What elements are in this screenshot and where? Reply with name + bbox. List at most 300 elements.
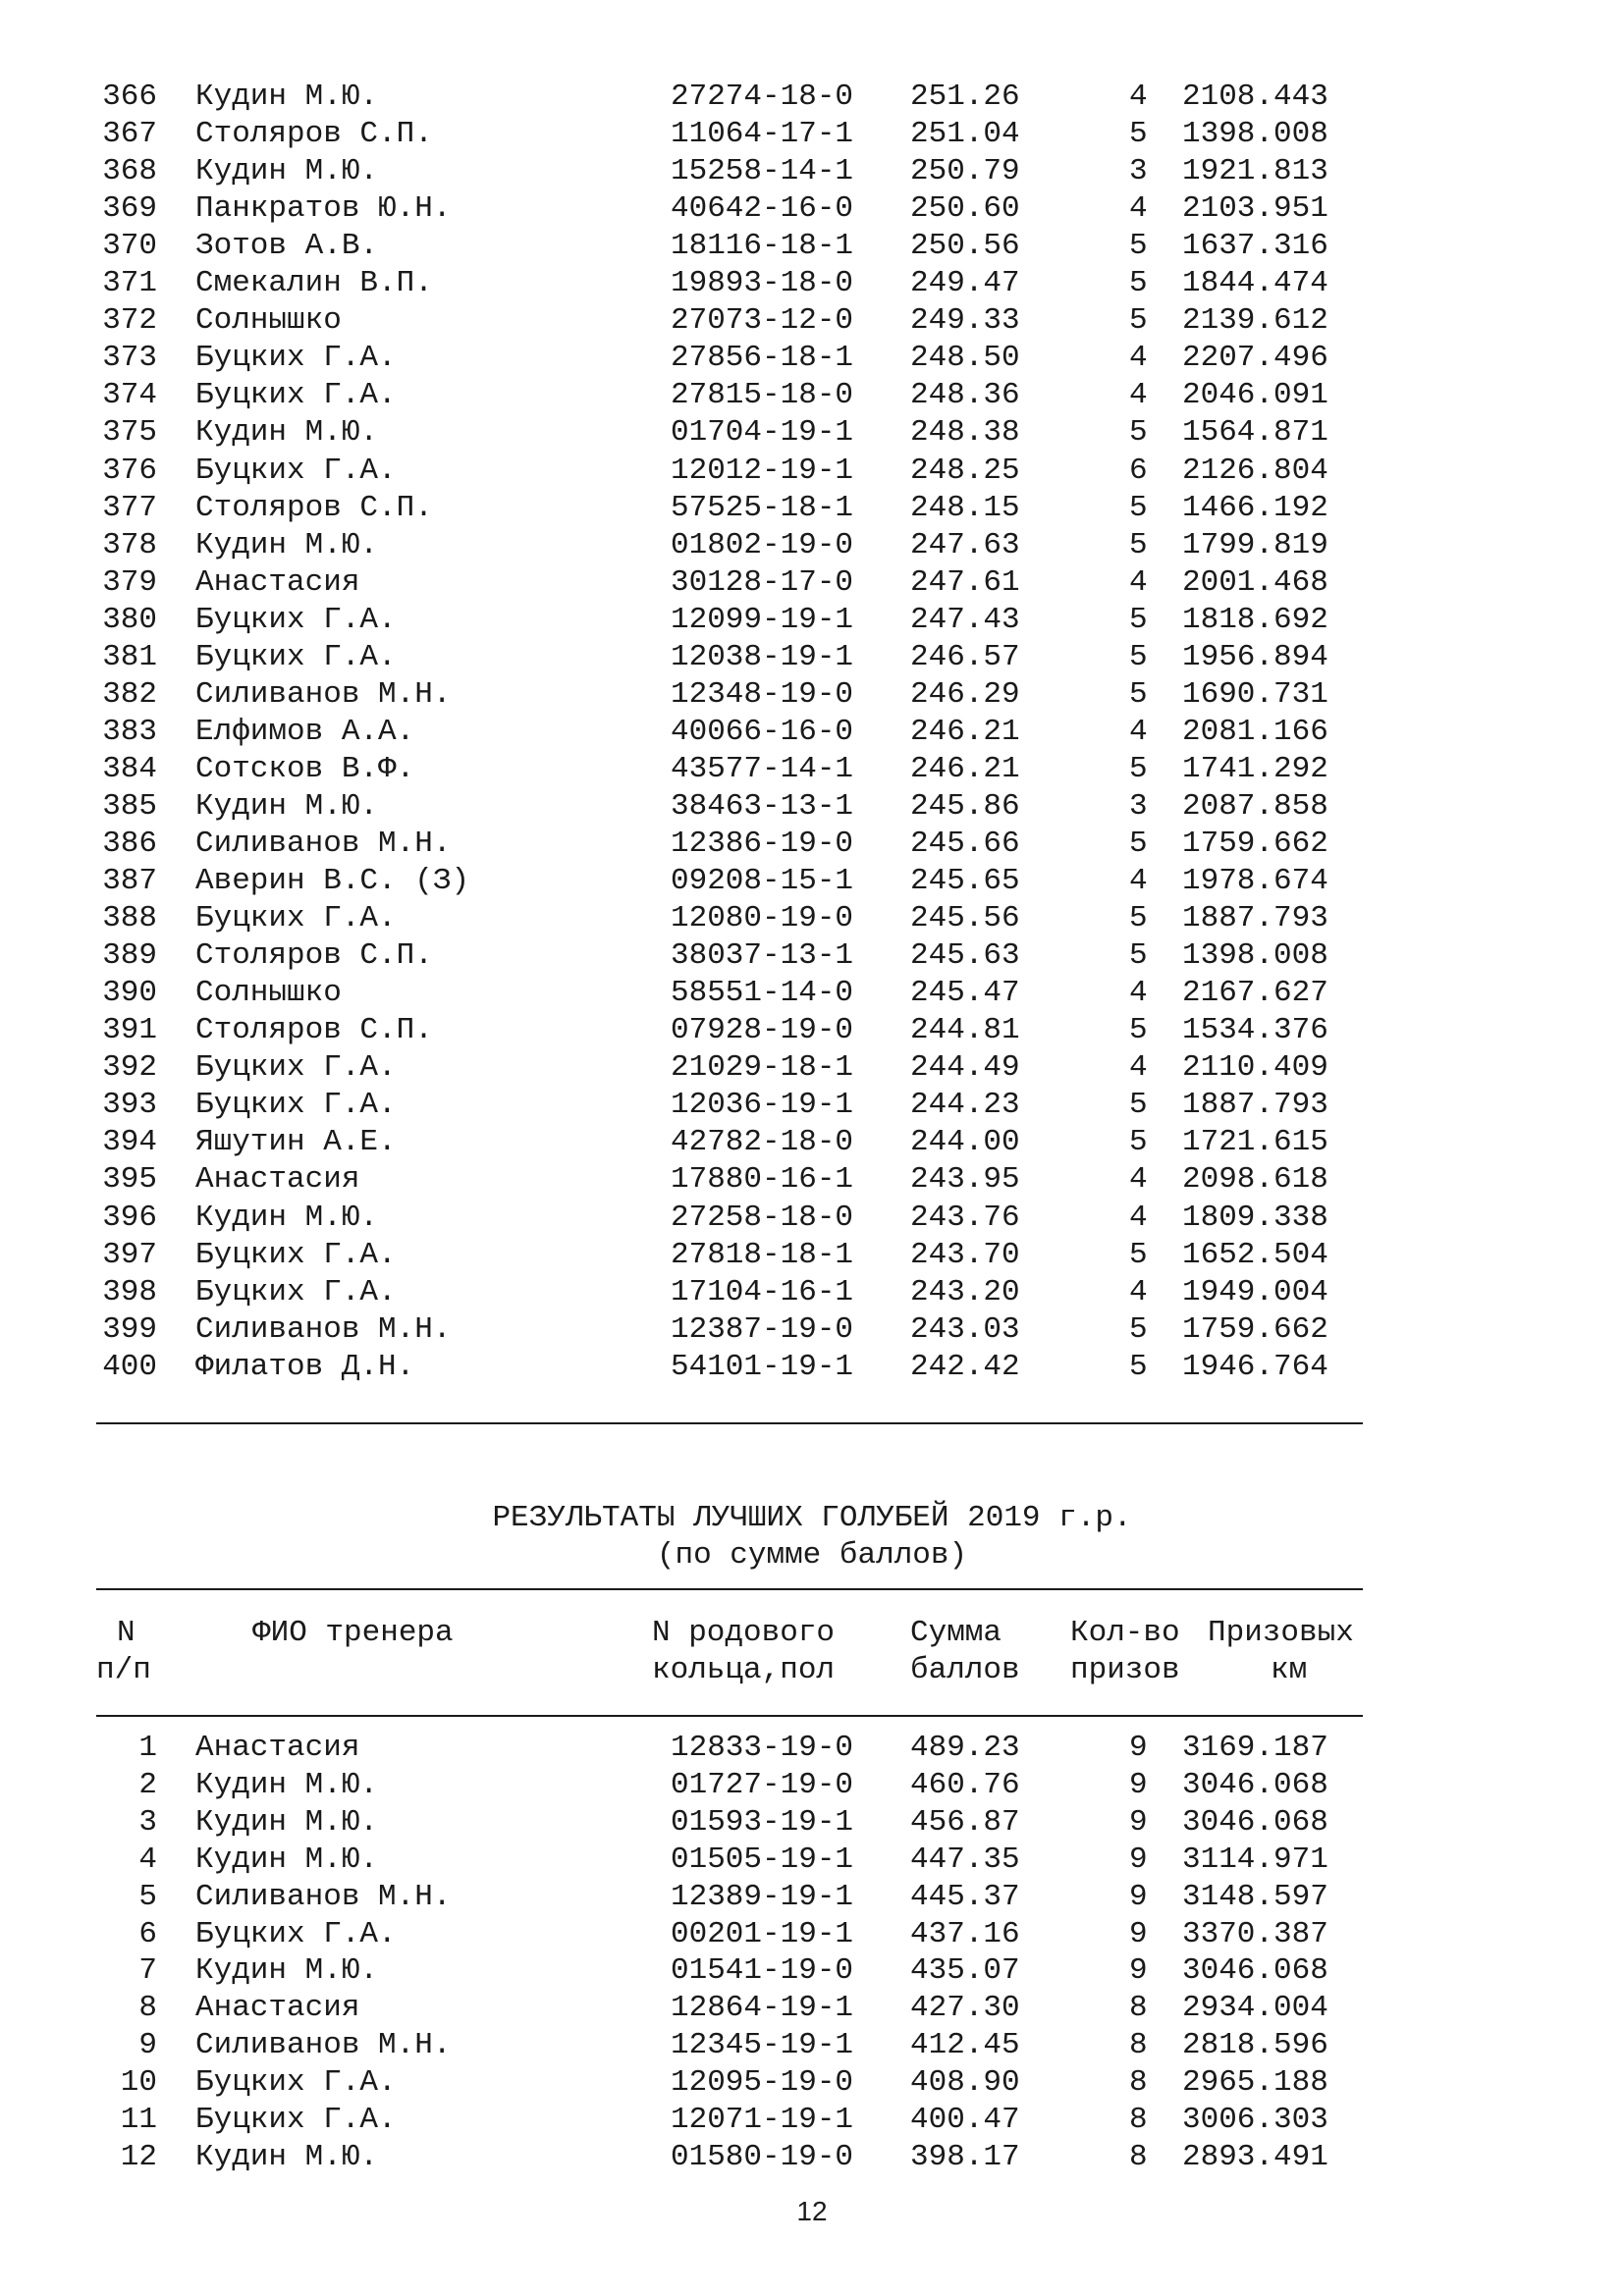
ring-number: 01704-19-1 <box>671 415 854 451</box>
prize-km: 1534.376 <box>1182 1013 1328 1048</box>
ring-number: 12348-19-0 <box>671 676 854 712</box>
trainer-name: Кудин М.Ю. <box>195 788 379 824</box>
row-number: 396 <box>102 1200 157 1235</box>
row-number: 380 <box>102 602 157 637</box>
ring-number: 58551-14-0 <box>671 976 854 1011</box>
trainer-name: Кудин М.Ю. <box>195 2139 379 2174</box>
ring-number: 01802-19-0 <box>671 527 854 562</box>
score: 245.65 <box>910 864 1020 899</box>
row-number: 378 <box>102 527 157 562</box>
ring-number: 12833-19-0 <box>671 1731 854 1765</box>
trainer-name: Буцких Г.А. <box>195 602 397 637</box>
prize-km: 3114.971 <box>1182 1842 1328 1877</box>
ring-number: 40642-16-0 <box>671 191 854 227</box>
prize-km: 1690.731 <box>1182 676 1328 712</box>
table-row <box>0 116 1624 153</box>
score: 408.90 <box>910 2065 1020 2101</box>
trainer-name: Анастасия <box>195 564 360 600</box>
trainer-name: Буцких Г.А. <box>195 378 397 413</box>
prize-km: 2110.409 <box>1182 1050 1328 1086</box>
prize-count: 4 <box>1129 341 1148 376</box>
score: 243.20 <box>910 1274 1020 1309</box>
table-row <box>0 1842 1624 1879</box>
row-number: 5 <box>138 1879 157 1914</box>
ring-number: 17880-16-1 <box>671 1162 854 1198</box>
table-row <box>0 639 1624 676</box>
score: 250.56 <box>910 229 1020 264</box>
score: 249.33 <box>910 303 1020 339</box>
prize-km: 2207.496 <box>1182 341 1328 376</box>
prize-km: 2167.627 <box>1182 976 1328 1011</box>
prize-count: 9 <box>1129 1879 1148 1914</box>
ring-number: 12012-19-1 <box>671 453 854 488</box>
table-row <box>0 302 1624 340</box>
row-number: 376 <box>102 453 157 488</box>
trainer-name: Панкратов Ю.Н. <box>195 191 452 227</box>
row-number: 394 <box>102 1125 157 1160</box>
table-row <box>0 377 1624 414</box>
ring-number: 00201-19-1 <box>671 1916 854 1951</box>
row-number: 385 <box>102 788 157 824</box>
prize-km: 1466.192 <box>1182 490 1328 525</box>
row-number: 3 <box>138 1804 157 1840</box>
row-number: 384 <box>102 751 157 786</box>
trainer-name: Филатов Д.Н. <box>195 1349 415 1384</box>
table-row <box>0 564 1624 602</box>
row-number: 381 <box>102 639 157 674</box>
prize-count: 5 <box>1129 1311 1148 1347</box>
trainer-name: Елфимов А.А. <box>195 714 415 749</box>
ring-number: 12389-19-1 <box>671 1879 854 1914</box>
row-number: 382 <box>102 676 157 712</box>
score: 245.56 <box>910 901 1020 936</box>
ring-number: 09208-15-1 <box>671 864 854 899</box>
score: 398.17 <box>910 2139 1020 2174</box>
table-row <box>0 1879 1624 1916</box>
ring-number: 57525-18-1 <box>671 490 854 525</box>
ring-number: 27856-18-1 <box>671 341 854 376</box>
header-score-line1: Сумма <box>910 1616 1002 1650</box>
ring-number: 19893-18-0 <box>671 266 854 301</box>
score: 246.21 <box>910 751 1020 786</box>
prize-count: 5 <box>1129 1013 1148 1048</box>
table-row <box>0 2064 1624 2102</box>
trainer-name: Анастасия <box>195 1991 360 2026</box>
table-row <box>0 1087 1624 1124</box>
score: 247.63 <box>910 527 1020 562</box>
table-row <box>0 1200 1624 1237</box>
header-score-line2: баллов <box>910 1653 1020 1687</box>
prize-count: 5 <box>1129 229 1148 264</box>
prize-count: 4 <box>1129 1200 1148 1235</box>
prize-count: 5 <box>1129 527 1148 562</box>
trainer-name: Столяров С.П. <box>195 1013 433 1048</box>
ring-number: 38463-13-1 <box>671 788 854 824</box>
score: 248.50 <box>910 341 1020 376</box>
table-row <box>0 1311 1624 1349</box>
ring-number: 27274-18-0 <box>671 80 854 114</box>
prize-km: 1921.813 <box>1182 154 1328 189</box>
row-number: 391 <box>102 1013 157 1048</box>
prize-km: 2818.596 <box>1182 2028 1328 2063</box>
table-row <box>0 1767 1624 1804</box>
prize-km: 1949.004 <box>1182 1274 1328 1309</box>
score: 247.43 <box>910 602 1020 637</box>
score: 489.23 <box>910 1731 1020 1765</box>
ring-number: 12345-19-1 <box>671 2028 854 2063</box>
ring-number: 01505-19-1 <box>671 1842 854 1877</box>
table-row <box>0 1952 1624 1990</box>
score: 248.15 <box>910 490 1020 525</box>
prize-count: 5 <box>1129 490 1148 525</box>
row-number: 379 <box>102 564 157 600</box>
prize-count: 9 <box>1129 1842 1148 1877</box>
ring-number: 40066-16-0 <box>671 714 854 749</box>
prize-count: 9 <box>1129 1916 1148 1951</box>
section-subtitle: (по сумме баллов) <box>656 1538 968 1573</box>
row-number: 368 <box>102 154 157 189</box>
prize-km: 2893.491 <box>1182 2139 1328 2174</box>
ring-number: 27258-18-0 <box>671 1200 854 1235</box>
score: 412.45 <box>910 2028 1020 2063</box>
score: 246.21 <box>910 714 1020 749</box>
score: 247.61 <box>910 564 1020 600</box>
row-number: 377 <box>102 490 157 525</box>
prize-count: 9 <box>1129 1804 1148 1840</box>
prize-count: 5 <box>1129 602 1148 637</box>
prize-count: 4 <box>1129 1274 1148 1309</box>
row-number: 11 <box>120 2103 157 2137</box>
trainer-name: Буцких Г.А. <box>195 341 397 376</box>
trainer-name: Буцких Г.А. <box>195 2065 397 2101</box>
prize-km: 2126.804 <box>1182 453 1328 488</box>
prize-km: 1956.894 <box>1182 639 1328 674</box>
table-row <box>0 714 1624 751</box>
row-number: 398 <box>102 1274 157 1309</box>
ring-number: 18116-18-1 <box>671 229 854 264</box>
row-number: 387 <box>102 864 157 899</box>
row-number: 2 <box>138 1767 157 1802</box>
prize-count: 5 <box>1129 938 1148 974</box>
prize-count: 8 <box>1129 2065 1148 2101</box>
prize-count: 5 <box>1129 1349 1148 1384</box>
prize-count: 4 <box>1129 714 1148 749</box>
score: 245.47 <box>910 976 1020 1011</box>
score: 246.29 <box>910 676 1020 712</box>
table-row <box>0 228 1624 265</box>
header-num-line2: п/п <box>96 1653 151 1687</box>
trainer-name: Буцких Г.А. <box>195 1050 397 1086</box>
row-number: 4 <box>138 1842 157 1877</box>
ring-number: 01580-19-0 <box>671 2139 854 2174</box>
row-number: 8 <box>138 1991 157 2026</box>
prize-km: 1809.338 <box>1182 1200 1328 1235</box>
trainer-name: Аверин В.С. (З) <box>195 864 470 899</box>
prize-km: 1844.474 <box>1182 266 1328 301</box>
score: 242.42 <box>910 1349 1020 1384</box>
ring-number: 07928-19-0 <box>671 1013 854 1048</box>
score: 243.95 <box>910 1162 1020 1198</box>
prize-km: 1398.008 <box>1182 117 1328 152</box>
trainer-name: Столяров С.П. <box>195 938 433 974</box>
trainer-name: Зотов А.В. <box>195 229 379 264</box>
row-number: 1 <box>138 1731 157 1765</box>
header-prizes-line2: призов <box>1070 1653 1180 1687</box>
table-row <box>0 79 1624 116</box>
trainer-name: Кудин М.Ю. <box>195 154 379 189</box>
trainer-name: Буцких Г.А. <box>195 639 397 674</box>
row-number: 12 <box>120 2139 157 2174</box>
section-title: РЕЗУЛЬТАТЫ ЛУЧШИХ ГОЛУБЕЙ 2019 г.р. <box>492 1501 1132 1535</box>
table-row <box>0 1274 1624 1311</box>
ring-number: 12864-19-1 <box>671 1991 854 2026</box>
prize-km: 3046.068 <box>1182 1767 1328 1802</box>
table-row <box>0 2102 1624 2139</box>
trainer-name: Силиванов М.Н. <box>195 827 452 861</box>
prize-km: 1652.504 <box>1182 1237 1328 1272</box>
table-row <box>0 1349 1624 1386</box>
trainer-name: Буцких Г.А. <box>195 453 397 488</box>
prize-km: 1818.692 <box>1182 602 1328 637</box>
row-number: 397 <box>102 1237 157 1272</box>
row-number: 389 <box>102 938 157 974</box>
prize-count: 8 <box>1129 2028 1148 2063</box>
score: 243.03 <box>910 1311 1020 1347</box>
table-row <box>0 863 1624 900</box>
trainer-name: Буцких Г.А. <box>195 1274 397 1309</box>
prize-count: 5 <box>1129 1237 1148 1272</box>
trainer-name: Буцких Г.А. <box>195 901 397 936</box>
prize-count: 5 <box>1129 676 1148 712</box>
header-km-line2: км <box>1271 1653 1308 1687</box>
table-row <box>0 1990 1624 2027</box>
score: 248.36 <box>910 378 1020 413</box>
table-row <box>0 1804 1624 1842</box>
row-number: 367 <box>102 117 157 152</box>
prize-count: 4 <box>1129 80 1148 114</box>
ring-number: 12080-19-0 <box>671 901 854 936</box>
prize-km: 3370.387 <box>1182 1916 1328 1951</box>
page-number: 12 <box>796 2196 828 2226</box>
row-number: 388 <box>102 901 157 936</box>
row-number: 366 <box>102 80 157 114</box>
prize-count: 3 <box>1129 154 1148 189</box>
score: 250.60 <box>910 191 1020 227</box>
prize-count: 4 <box>1129 564 1148 600</box>
prize-km: 1759.662 <box>1182 827 1328 861</box>
divider-header-top <box>96 1588 1363 1590</box>
score: 244.49 <box>910 1050 1020 1086</box>
ring-number: 12071-19-1 <box>671 2103 854 2137</box>
prize-km: 3169.187 <box>1182 1731 1328 1765</box>
table-row <box>0 453 1624 490</box>
prize-km: 1887.793 <box>1182 901 1328 936</box>
score: 250.79 <box>910 154 1020 189</box>
ring-number: 12038-19-1 <box>671 639 854 674</box>
trainer-name: Столяров С.П. <box>195 117 433 152</box>
ring-number: 12036-19-1 <box>671 1088 854 1123</box>
trainer-name: Кудин М.Ю. <box>195 1804 379 1840</box>
divider-header-bottom <box>96 1715 1363 1717</box>
prize-km: 1887.793 <box>1182 1088 1328 1123</box>
ring-number: 54101-19-1 <box>671 1349 854 1384</box>
prize-km: 2103.951 <box>1182 191 1328 227</box>
trainer-name: Силиванов М.Н. <box>195 1879 452 1914</box>
header-ring-line2: кольца,пол <box>652 1653 836 1687</box>
table-row <box>0 490 1624 527</box>
row-number: 399 <box>102 1311 157 1347</box>
trainer-name: Столяров С.П. <box>195 490 433 525</box>
prize-count: 5 <box>1129 415 1148 451</box>
row-number: 395 <box>102 1162 157 1198</box>
table-row <box>0 1012 1624 1049</box>
table-row <box>0 153 1624 190</box>
row-number: 7 <box>138 1953 157 1989</box>
ring-number: 27073-12-0 <box>671 303 854 339</box>
prize-km: 1637.316 <box>1182 229 1328 264</box>
ring-number: 12095-19-0 <box>671 2065 854 2101</box>
trainer-name: Буцких Г.А. <box>195 1237 397 1272</box>
prize-count: 3 <box>1129 788 1148 824</box>
header-prizes-line1: Кол-во <box>1070 1616 1180 1650</box>
prize-count: 5 <box>1129 266 1148 301</box>
score: 251.26 <box>910 80 1020 114</box>
table-row <box>0 975 1624 1012</box>
trainer-name: Кудин М.Ю. <box>195 527 379 562</box>
ring-number: 01541-19-0 <box>671 1953 854 1989</box>
table-row <box>0 340 1624 377</box>
prize-count: 6 <box>1129 453 1148 488</box>
prize-km: 1398.008 <box>1182 938 1328 974</box>
table-row <box>0 788 1624 826</box>
ring-number: 15258-14-1 <box>671 154 854 189</box>
prize-km: 2098.618 <box>1182 1162 1328 1198</box>
prize-km: 3006.303 <box>1182 2103 1328 2137</box>
row-number: 383 <box>102 714 157 749</box>
prize-km: 2046.091 <box>1182 378 1328 413</box>
prize-count: 9 <box>1129 1731 1148 1765</box>
header-name: ФИО тренера <box>252 1616 454 1650</box>
prize-count: 5 <box>1129 827 1148 861</box>
ring-number: 11064-17-1 <box>671 117 854 152</box>
header-km-line1: Призовых <box>1208 1616 1354 1650</box>
row-number: 392 <box>102 1050 157 1086</box>
ring-number: 21029-18-1 <box>671 1050 854 1086</box>
row-number: 373 <box>102 341 157 376</box>
score: 435.07 <box>910 1953 1020 1989</box>
score: 245.86 <box>910 788 1020 824</box>
table-row <box>0 676 1624 714</box>
ring-number: 12386-19-0 <box>671 827 854 861</box>
score: 249.47 <box>910 266 1020 301</box>
ring-number: 12099-19-1 <box>671 602 854 637</box>
score: 244.23 <box>910 1088 1020 1123</box>
table-row <box>0 1161 1624 1199</box>
table-row <box>0 826 1624 863</box>
trainer-name: Силиванов М.Н. <box>195 676 452 712</box>
score: 248.25 <box>910 453 1020 488</box>
score: 251.04 <box>910 117 1020 152</box>
prize-count: 5 <box>1129 117 1148 152</box>
trainer-name: Кудин М.Ю. <box>195 80 379 114</box>
prize-count: 5 <box>1129 1088 1148 1123</box>
trainer-name: Солнышко <box>195 303 342 339</box>
prize-km: 1741.292 <box>1182 751 1328 786</box>
trainer-name: Буцких Г.А. <box>195 1916 397 1951</box>
trainer-name: Силиванов М.Н. <box>195 2028 452 2063</box>
trainer-name: Буцких Г.А. <box>195 2103 397 2137</box>
score: 243.70 <box>910 1237 1020 1272</box>
score: 248.38 <box>910 415 1020 451</box>
ring-number: 30128-17-0 <box>671 564 854 600</box>
row-number: 375 <box>102 415 157 451</box>
score: 447.35 <box>910 1842 1020 1877</box>
prize-km: 2081.166 <box>1182 714 1328 749</box>
table-row <box>0 937 1624 975</box>
trainer-name: Кудин М.Ю. <box>195 415 379 451</box>
prize-count: 8 <box>1129 2103 1148 2137</box>
prize-count: 5 <box>1129 1125 1148 1160</box>
prize-km: 3148.597 <box>1182 1879 1328 1914</box>
prize-km: 1721.615 <box>1182 1125 1328 1160</box>
score: 445.37 <box>910 1879 1020 1914</box>
row-number: 371 <box>102 266 157 301</box>
prize-count: 9 <box>1129 1767 1148 1802</box>
ring-number: 17104-16-1 <box>671 1274 854 1309</box>
ring-number: 43577-14-1 <box>671 751 854 786</box>
prize-km: 2139.612 <box>1182 303 1328 339</box>
score: 244.00 <box>910 1125 1020 1160</box>
score: 456.87 <box>910 1804 1020 1840</box>
score: 460.76 <box>910 1767 1020 1802</box>
score: 245.63 <box>910 938 1020 974</box>
table-row <box>0 1124 1624 1161</box>
table-row <box>0 414 1624 452</box>
prize-km: 2934.004 <box>1182 1991 1328 2026</box>
prize-count: 8 <box>1129 2139 1148 2174</box>
prize-count: 8 <box>1129 1991 1148 2026</box>
ring-number: 01727-19-0 <box>671 1767 854 1802</box>
table-row <box>0 2027 1624 2064</box>
table-row <box>0 900 1624 937</box>
trainer-name: Буцких Г.А. <box>195 1088 397 1123</box>
prize-km: 2965.188 <box>1182 2065 1328 2101</box>
trainer-name: Силиванов М.Н. <box>195 1311 452 1347</box>
prize-count: 4 <box>1129 191 1148 227</box>
prize-count: 5 <box>1129 901 1148 936</box>
ring-number: 42782-18-0 <box>671 1125 854 1160</box>
prize-count: 4 <box>1129 378 1148 413</box>
table-row <box>0 265 1624 302</box>
prize-count: 4 <box>1129 1162 1148 1198</box>
table-row <box>0 1916 1624 1953</box>
trainer-name: Кудин М.Ю. <box>195 1767 379 1802</box>
prize-km: 2087.858 <box>1182 788 1328 824</box>
prize-count: 5 <box>1129 751 1148 786</box>
header-ring-line1: N родового <box>652 1616 836 1650</box>
prize-count: 5 <box>1129 639 1148 674</box>
trainer-name: Анастасия <box>195 1731 360 1765</box>
ring-number: 38037-13-1 <box>671 938 854 974</box>
row-number: 369 <box>102 191 157 227</box>
score: 244.81 <box>910 1013 1020 1048</box>
score: 245.66 <box>910 827 1020 861</box>
row-number: 9 <box>138 2028 157 2063</box>
score: 400.47 <box>910 2103 1020 2137</box>
row-number: 6 <box>138 1916 157 1951</box>
prize-km: 1759.662 <box>1182 1311 1328 1347</box>
prize-count: 4 <box>1129 1050 1148 1086</box>
